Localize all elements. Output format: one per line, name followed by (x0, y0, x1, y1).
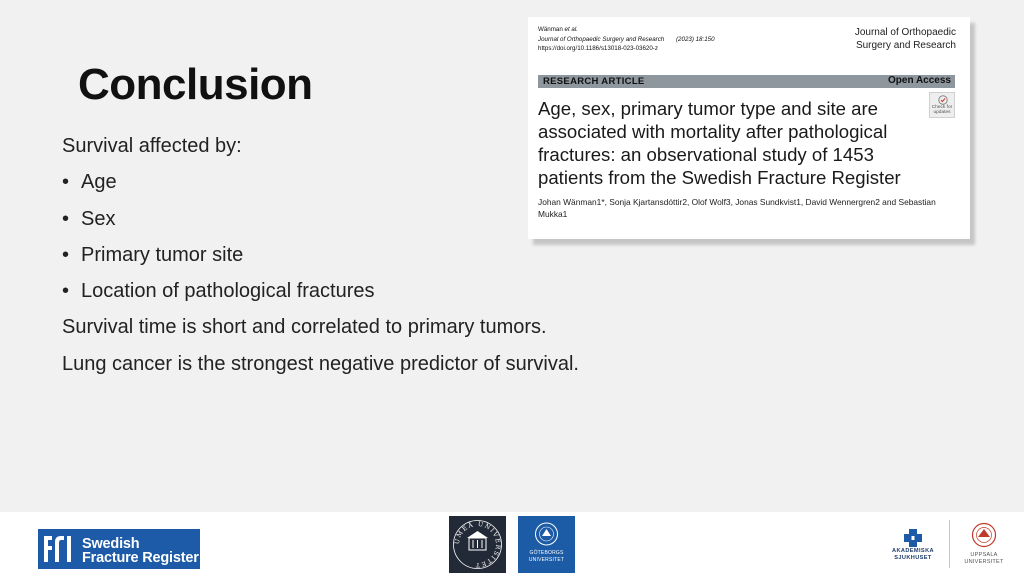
statement-text: Lung cancer is the strongest negative predictor of survival. (62, 352, 579, 375)
sfr-line: Swedish (82, 536, 140, 552)
bullet-dot-icon: • (62, 280, 70, 303)
gu-name (518, 550, 575, 563)
meta-journal: Journal of Orthopaedic Surgery and Research (538, 35, 665, 43)
akademiska-sjukhuset-logo (882, 526, 944, 566)
statement-text: Survival time is short and correlated to primary tumors. (62, 316, 547, 339)
uu-line: UNIVERSITET (964, 559, 1004, 565)
bullet-item (62, 201, 579, 237)
slide-title: Conclusion (78, 60, 313, 109)
check-line: updates (933, 110, 951, 116)
uu-line: UPPSALA (970, 552, 998, 558)
bullet-text: Primary tumor site (81, 243, 244, 266)
bullet-dot-icon: • (62, 243, 70, 266)
sfr-name (82, 537, 199, 565)
uppsala-university-logo (956, 520, 1012, 570)
aks-line: SJUKHUSET (894, 555, 932, 561)
umea-seal-icon (449, 516, 506, 573)
meta-etal: et al. (564, 26, 578, 33)
article-type-bar (538, 75, 955, 88)
bullet-text: Sex (81, 207, 116, 230)
aks-name (882, 548, 944, 562)
check-updates-icon (938, 95, 948, 105)
bullet-item (62, 273, 579, 309)
bullet-text: Location of pathological fractures (81, 280, 375, 303)
check-line: Check for (931, 105, 953, 110)
meta-doi: https://doi.org/10.1186/s13018-023-03620-z (538, 45, 658, 52)
gu-line: UNIVERSITET (528, 556, 565, 563)
paper-title: Age, sex, primary tumor type and site are associated with mortality after pathological fractures: an observational study of 1453 patients from the Swedish Fracture Register (538, 98, 901, 188)
uu-seal-icon (956, 520, 1012, 550)
article-type: RESEARCH ARTICLE (543, 76, 645, 87)
paper-authors: Johan Wänman1*, Sonja Kjartansdóttir2, Olof Wolf3, Jonas Sundkvist1, David Wennergren2 and Sebastian Mukka1 (538, 197, 936, 219)
paper-meta (538, 25, 715, 54)
open-access-label: Open Access (888, 75, 951, 86)
intro-text: Survival affected by: (62, 135, 242, 157)
gu-line: GÖTEBORGS (529, 550, 564, 556)
uu-name (956, 552, 1012, 566)
umea-seal-text: UMEÅ UNIVERSITET (453, 520, 502, 569)
gu-seal-icon (518, 516, 575, 550)
journal-line: Journal of Orthopaedic (854, 27, 956, 38)
swedish-fracture-register-logo (38, 529, 200, 569)
journal-name (855, 26, 956, 52)
slide-body (62, 128, 579, 382)
paper-clipping (528, 17, 970, 239)
footer-logos (0, 512, 1024, 576)
bullet-dot-icon: • (62, 207, 70, 230)
meta-author: Wänman (538, 26, 563, 33)
journal-line: Surgery and Research (855, 40, 956, 51)
aks-cross-icon (882, 526, 944, 548)
logo-divider (949, 520, 950, 568)
bullet-item (62, 164, 579, 200)
bullet-text: Age (81, 171, 117, 194)
meta-ref: (2023) 18:150 (676, 35, 715, 43)
bullet-dot-icon: • (62, 171, 70, 194)
sfr-line: Fracture Register (82, 550, 199, 566)
gothenburg-university-logo (518, 516, 575, 573)
umea-university-logo (449, 516, 506, 573)
bullet-item (62, 237, 579, 273)
aks-line: AKADEMISKA (892, 548, 934, 554)
sfr-mark-icon (40, 532, 78, 566)
